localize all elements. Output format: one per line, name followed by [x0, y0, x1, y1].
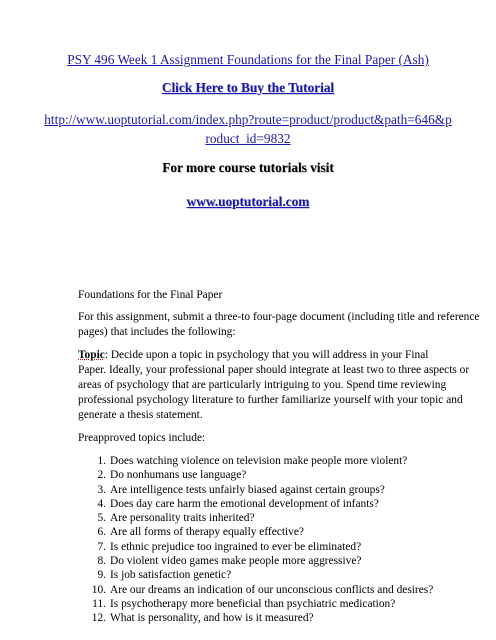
list-item-text: Does watching violence on television make people more violent?	[110, 455, 408, 467]
list-item-number: 1.	[97, 455, 106, 467]
list-item	[78, 597, 433, 611]
list-item-text: Does day care harm the emotional development of infants?	[110, 497, 379, 510]
intro-line-1: For this assignment, submit a three-to four-page document (including title and reference	[78, 311, 480, 323]
buy-tutorial-link[interactable]: Click Here to Buy the Tutorial	[161, 80, 335, 95]
list-item-text: Is psychotherapy more beneficial than psychiatric medication?	[110, 597, 396, 610]
list-item-number: 9.	[97, 569, 106, 582]
list-item	[78, 611, 433, 625]
list-item	[78, 468, 433, 482]
product-url-line-1[interactable]: http://www.uoptutorial.com/index.php?route=product/product&path=646&p	[44, 112, 452, 127]
list-item-number: 7.	[97, 540, 106, 553]
list-item-text: Is job satisfaction genetic?	[110, 569, 232, 582]
topic-label: Topic	[78, 349, 105, 361]
list-item-number: 10.	[91, 583, 106, 596]
list-item	[78, 568, 433, 582]
topic-line-4: professional psychology literature to further familiarize yourself with your topic and	[78, 394, 463, 406]
list-item-text: Do nonhumans use language?	[110, 469, 247, 482]
list-item	[78, 483, 433, 497]
list-item	[78, 454, 433, 468]
list-item	[78, 497, 433, 511]
list-item-number: 6.	[97, 526, 106, 539]
topic-line-3: areas of psychology that are particularly intriguing to you. Spend time reviewing	[78, 379, 447, 391]
topic-line-1-text: : Decide upon a topic in psychology that you will address in your Final	[104, 349, 429, 361]
product-url-line-2[interactable]: roduct_id=9832	[205, 131, 291, 146]
list-item-text: Are personality traits inherited?	[110, 512, 255, 525]
list-item-number: 3.	[97, 483, 106, 496]
topic-line-2: Paper. Ideally, your professional paper should integrate at least two to three aspects or	[78, 364, 470, 376]
more-tutorials-text: For more course tutorials visit	[162, 160, 334, 175]
list-item-number: 8.	[97, 555, 106, 568]
list-item-text: Are intelligence tests unfairly biased against certain groups?	[110, 483, 385, 496]
site-link[interactable]: www.uoptutorial.com	[186, 194, 310, 209]
list-item-text: What is personality, and how is it measured?	[110, 612, 314, 625]
list-item	[78, 511, 433, 525]
list-item	[78, 540, 433, 554]
list-item-number: 12.	[91, 612, 106, 625]
list-item-number: 5.	[97, 512, 106, 525]
list-item	[78, 525, 433, 539]
intro-line-2: pages) that includes the following:	[78, 326, 236, 338]
list-item	[78, 554, 433, 568]
list-item-text: Is ethnic prejudice too ingrained to ever be eliminated?	[110, 540, 362, 553]
preapproved-heading: Preapproved topics include:	[78, 432, 206, 444]
list-item-text: Are all forms of therapy equally effective?	[110, 526, 304, 539]
list-item-number: 2.	[97, 469, 106, 482]
topic-line-1	[78, 348, 428, 363]
topic-list	[78, 454, 433, 626]
list-item	[78, 583, 433, 597]
section-heading: Foundations for the Final Paper	[78, 289, 223, 301]
page-title-link[interactable]: PSY 496 Week 1 Assignment Foundations for the Final Paper (Ash)	[67, 52, 429, 67]
topic-line-5: generate a thesis statement.	[78, 409, 203, 421]
list-item-text: Do violent video games make people more aggressive?	[110, 555, 362, 568]
list-item-number: 11.	[92, 597, 106, 610]
list-item-text: Are our dreams an indication of our unconscious conflicts and desires?	[110, 583, 434, 596]
list-item-number: 4.	[97, 497, 106, 510]
